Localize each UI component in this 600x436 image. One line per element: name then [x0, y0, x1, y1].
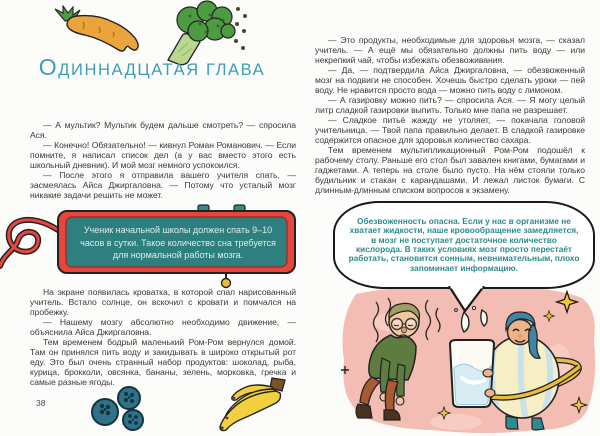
paragraph: — А газировку можно пить? — спросила Ася. — Я могу целый литр сладкой газировки выпить. Только мне папа не разрешает. [315, 95, 585, 115]
tv-cord-outline [0, 220, 58, 266]
girl-boot [506, 416, 518, 429]
seeds-dots [234, 7, 247, 50]
paragraph: Тем временем бодрый маленький Ром-Ром вернулся домой. Там он принялся пить воду и закидывать в широко открытый рот еду. Это был очень странный набор продуктов: шоколад, рыба, курица, брокколи, овсянка, бананы, зелень, морковка, гречка и самые разные ягоды. [30, 337, 296, 387]
speech-bubble [333, 201, 595, 289]
chapter-title: ОДИННАДЦАТАЯ ГЛАВА [38, 54, 266, 80]
paragraph: — Конечно! Обязательно! — кивнул Роман Романович. — Если помните, я написал список дел (а у вас вместо этого есть школьный дневник). И мой мозг немного успокоился. [30, 140, 296, 170]
paragraph: — Да, — подтвердила Айса Джиргаловна, — обезвоженный мозг на подвиги не способен. Хочешь быстро сделать уроки — пей воду. Не нравится просто вода — можно пить воду с лимоном. [315, 65, 585, 95]
paragraph: — Это продукты, необходимые для здоровья мозга, — сказал учитель. — А ещё мы обязательно должны пить воду — или некрепкий чай, чтобы избежать обезвоживания. [315, 35, 585, 65]
girl-hand [483, 369, 493, 377]
right-page-text [315, 35, 585, 195]
page-number: 38 [36, 398, 46, 408]
man-boot [384, 410, 400, 420]
paragraph: — После этого я отправила вашего учителя спать, — засмеялась Айса Джиргаловна. — Потому что усталый мозг никакие задачи решить не может. [30, 170, 296, 200]
left-page-text-bottom [30, 287, 296, 387]
tv-screen-illustration [0, 200, 300, 296]
left-page-text-top [30, 120, 296, 200]
man-boot [356, 404, 372, 418]
speech-bubble-text: Обезвоженность опасна. Если у нас в организме не хватает жидкости, наше кровообращение замедляется, в мозг не поступает достаточное количество кислорода. В таких условиях мозг просто перестаёт работать, становится сонным, невнимательным, плохо запоминает информацию. [348, 216, 580, 273]
speech-bubble-tail [446, 286, 488, 314]
paragraph: Тем временем мультипликационный Ром-Ром подошёл к рабочему столу. Раньше его стол был завален книгами, бумагами и гаджетами. А теперь на столе было пусто. На нём стояли только будильник и стакан с карандашами. И лежал листок бумаги. С длинным-длинным списком вопросов к экзамену. [315, 145, 585, 195]
paragraph: На экране появилась кроватка, в которой спал нарисованный учитель. Встало солнце, он вскочил с кровати и помчался на пробежку. [30, 287, 296, 317]
blueberries-illustration [85, 383, 151, 431]
tv-screen-text: Ученик начальной школы должен спать 9–10 часов в сутки. Такое количество сна требуется для нормальной работы мозга. [80, 225, 276, 261]
man-hand [396, 397, 404, 405]
carrot-illustration [53, 5, 149, 57]
paragraph: — Нашему мозгу абсолютно необходимо движение, — объяснила Айса Джиргаловна. [30, 317, 296, 337]
paragraph: — А мультик? Мультик будем дальше смотреть? — спросила Ася. [30, 120, 296, 140]
bananas-illustration [208, 375, 300, 436]
girl-hand [485, 389, 495, 397]
paragraph: — Сладкое питьё жажду не утоляет, — покачала головой учительница. — Твой папа правильно делает. В сладкой газировке содержится опасное для здоровья количество сахара. [315, 115, 585, 145]
